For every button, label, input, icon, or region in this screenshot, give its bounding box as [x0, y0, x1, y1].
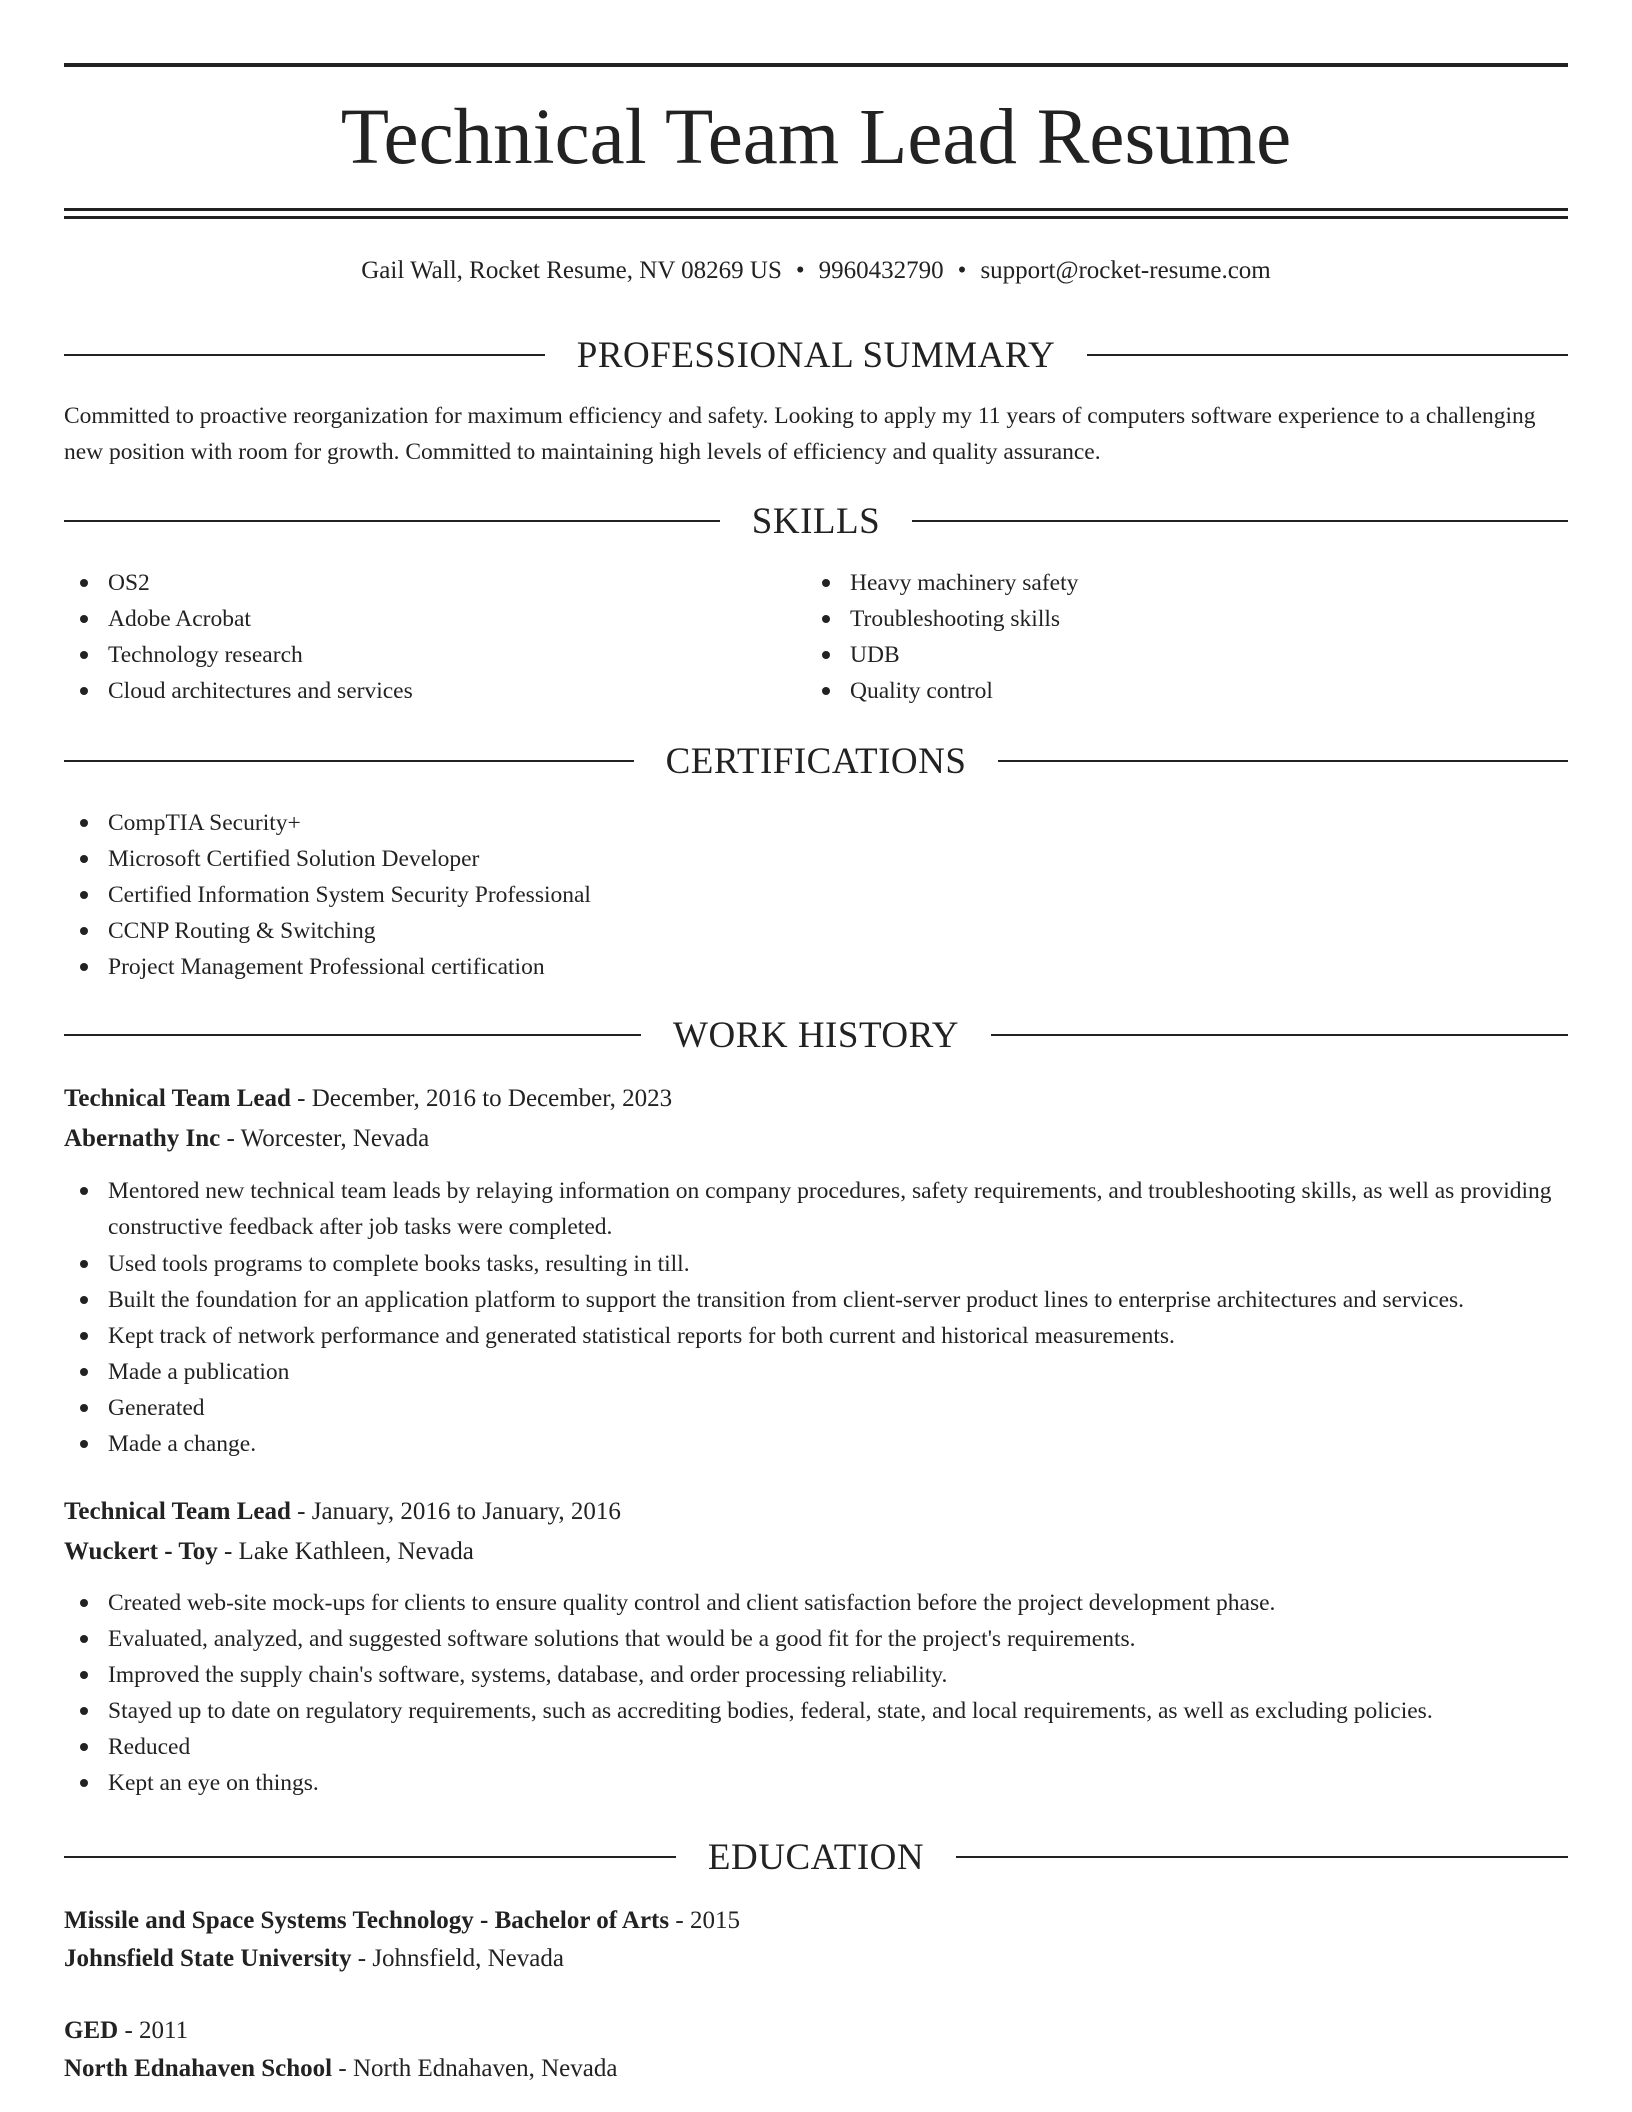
education-school-line [64, 1940, 1568, 1978]
job-dates: - December, 2016 to December, 2023 [290, 1085, 673, 1112]
job-bullet: Kept track of network performance and generated statistical reports for both current and historical measurements. [64, 1318, 1568, 1354]
skill-item: Heavy machinery safety [806, 565, 1566, 601]
skill-item: Adobe Acrobat [64, 601, 804, 637]
job-bullet: Created web-site mock-ups for clients to ensure quality control and client satisfaction before the project development phase. [64, 1585, 1568, 1621]
job-bullet: Used tools programs to complete books tasks, resulting in till. [64, 1246, 1568, 1282]
job-bullet: Kept an eye on things. [64, 1765, 1568, 1801]
section-heading-education [64, 1832, 1568, 1882]
heading-rule [991, 1034, 1568, 1036]
section-title: EDUCATION [707, 1836, 925, 1878]
heading-rule [956, 1856, 1568, 1858]
certification-item: CompTIA Security+ [64, 805, 1568, 841]
education-degree: Missile and Space Systems Technology - Bachelor of Arts [64, 1907, 670, 1934]
education-degree: GED [64, 2017, 119, 2044]
education-location: - Johnsfield, Nevada [351, 1945, 564, 1972]
skill-item: Quality control [806, 673, 1566, 709]
job-location: - Lake Kathleen, Nevada [217, 1538, 474, 1565]
certifications-list [64, 805, 1568, 985]
job-company: Abernathy Inc [64, 1125, 221, 1152]
job-bullet: Improved the supply chain's software, systems, database, and order processing reliability. [64, 1657, 1568, 1693]
top-rule [64, 63, 1568, 67]
skill-item: Cloud architectures and services [64, 673, 804, 709]
section-heading-work [64, 1010, 1568, 1060]
heading-rule [64, 520, 720, 522]
heading-rule [64, 1034, 641, 1036]
skills-list-right [806, 565, 1566, 709]
contact-phone: 9960432790 [818, 257, 944, 284]
section-title: CERTIFICATIONS [665, 740, 967, 782]
heading-rule [64, 760, 634, 762]
certification-item: Certified Information System Security Professional [64, 877, 1568, 913]
job-location: - Worcester, Nevada [220, 1125, 430, 1152]
education-school: North Ednahaven School [64, 2055, 333, 2082]
contact-address: Gail Wall, Rocket Resume, NV 08269 US [361, 257, 782, 284]
summary-text: Committed to proactive reorganization for maximum efficiency and safety. Looking to apply my 11 years of computers software experience to a challenging new position with room for growth. Committed to maintaining high levels of efficiency and quality assurance. [64, 403, 1536, 465]
heading-rule [64, 354, 545, 356]
contact-line [64, 253, 1568, 289]
resume-title: Technical Team Lead Resume [340, 94, 1292, 181]
job-title-line [64, 1493, 1568, 1531]
education-school: Johnsfield State University [64, 1945, 352, 1972]
certification-item: CCNP Routing & Switching [64, 913, 1568, 949]
certification-item: Microsoft Certified Solution Developer [64, 841, 1568, 877]
job-bullet: Reduced [64, 1729, 1568, 1765]
education-year: - 2015 [669, 1907, 740, 1934]
job-bullet: Evaluated, analyzed, and suggested software solutions that would be a good fit for the project's requirements. [64, 1621, 1568, 1657]
contact-separator: • [957, 257, 967, 284]
section-title: SKILLS [751, 500, 881, 542]
heading-rule [1087, 354, 1568, 356]
heading-rule [912, 520, 1568, 522]
job-bullet: Built the foundation for an application platform to support the transition from client-server product lines to enterprise architectures and services. [64, 1282, 1568, 1318]
job-company-line [64, 1533, 1568, 1571]
heading-rule [64, 1856, 676, 1858]
education-degree-line [64, 2012, 1568, 2050]
job-bullets [64, 1173, 1568, 1462]
section-heading-skills [64, 496, 1568, 546]
job-bullets [64, 1585, 1568, 1801]
education-location: - North Ednahaven, Nevada [332, 2055, 618, 2082]
contact-email: support@rocket-resume.com [980, 257, 1271, 284]
heading-rule [998, 760, 1568, 762]
section-heading-summary [64, 330, 1568, 380]
section-title: PROFESSIONAL SUMMARY [576, 334, 1056, 376]
skill-item: Technology research [64, 637, 804, 673]
title-double-rule [64, 208, 1568, 219]
job-title-line [64, 1080, 1568, 1118]
job-bullet: Mentored new technical team leads by relaying information on company procedures, safety requirements, and troubleshooting skills, as well as providing constructive feedback after job tasks were completed. [64, 1173, 1568, 1245]
job-bullet: Made a change. [64, 1426, 1568, 1462]
certification-item: Project Management Professional certification [64, 949, 1568, 985]
education-degree-line [64, 1902, 1568, 1940]
job-title: Technical Team Lead [64, 1085, 291, 1112]
job-dates: - January, 2016 to January, 2016 [290, 1498, 621, 1525]
job-bullet: Stayed up to date on regulatory requirements, such as accrediting bodies, federal, state, and local requirements, as well as excluding policies. [64, 1693, 1568, 1729]
skill-item: Troubleshooting skills [806, 601, 1566, 637]
skill-item: OS2 [64, 565, 804, 601]
education-school-line [64, 2050, 1568, 2088]
contact-separator: • [795, 257, 805, 284]
skill-item: UDB [806, 637, 1566, 673]
education-year: - 2011 [118, 2017, 189, 2044]
job-company-line [64, 1120, 1568, 1158]
job-company: Wuckert - Toy [64, 1538, 218, 1565]
section-title: WORK HISTORY [673, 1014, 959, 1056]
section-heading-certifications [64, 736, 1568, 786]
job-bullet: Made a publication [64, 1354, 1568, 1390]
job-title: Technical Team Lead [64, 1498, 291, 1525]
skills-list-left [64, 565, 804, 709]
job-bullet: Generated [64, 1390, 1568, 1426]
